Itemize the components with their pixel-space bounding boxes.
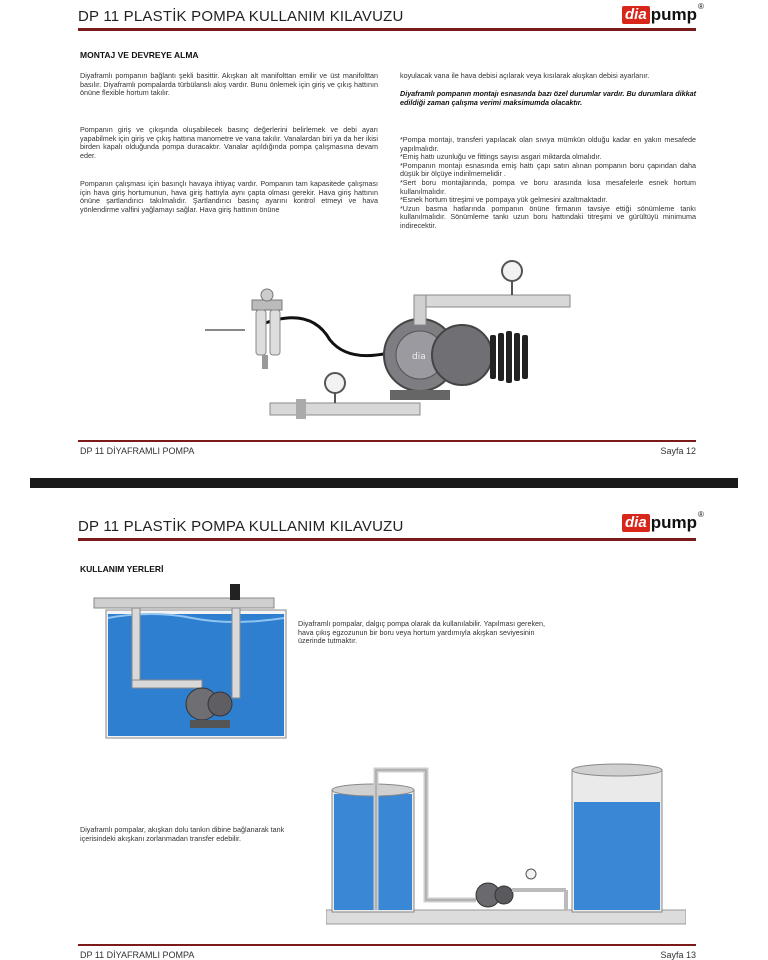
usage-text-transfer: Diyaframlı pompalar, akışkan dolu tankın dibine bağlanarak tank içerisindeki akışkanı zorlanmadan transfer edebilir. [80, 825, 285, 843]
document-title: DP 11 PLASTİK POMPA KULLANIM KILAVUZU [78, 518, 404, 535]
list-item: *Esnek hortum titreşimi ve pompaya yük gelmesini azaltmaktadır. [400, 195, 608, 205]
list-item: *Uzun basma hatlarında pompanın önüne firmanın tavsiye ettiği sönümleme tankı kullanılmalıdır. Sönümleme tankı uzun boru hattındaki titreşimi ve gürültüyü minimuma indirecektir. [400, 203, 696, 230]
list-item: *Pompa montajı, transferi yapılacak olan sıvıya mümkün olduğu kadar en yakın mesafede yapılmalıdır. [400, 135, 696, 153]
header-rule [78, 538, 696, 541]
brand-logo: dia pump ® [622, 2, 704, 24]
footer-label: DP 11 DİYAFRAMLI POMPA [80, 446, 195, 456]
list-item: *Emiş hattı uzunluğu ve fittings sayısı asgari miktarda olmalıdır. [400, 152, 602, 162]
brand-logo: dia pump ® [622, 510, 704, 532]
svg-text:dia: dia [412, 352, 426, 362]
list-item: *Pompanın montajı esnasında emiş hattı çapı satın alınan pompanın boru çapından daha düşük bir ölçüye indirilmemelidir . [400, 160, 696, 179]
page-separator [30, 478, 738, 488]
list-item: *Sert boru montajlarında, pompa ve boru arasında kısa mesafelerle esnek hortum kullanılmalıdır. [400, 177, 696, 196]
page-12 [0, 0, 768, 470]
bullet-list [400, 136, 696, 231]
paragraph: Pompanın çalışması için basınçlı havaya ihtiyaç vardır. Pompanın tam kapasitede çalışması için hava giriş hortumunun, hava giriş hattıyla aynı çapta olması gerekir. Hava giriş hattının önüne şartlandırıcı takılmalıdır. Şartlandırıcı basınç ayarını kontrol etmeyi ve hava yönlendirme valfini yağlamayı sağlar. Hava giriş hattının önüne [80, 179, 378, 214]
footer-rule [78, 944, 696, 946]
footer-label: DP 11 DİYAFRAMLI POMPA [80, 950, 195, 960]
page-number: Sayfa 13 [660, 950, 696, 960]
paragraph: koyulacak vana ile hava debisi açılarak veya kısılarak akışkan debisi ayarlanır. [400, 71, 650, 80]
paragraph: Pompanın giriş ve çıkışında oluşabilecek basınç değerlerini belirlemek ve debi ayarı yapabilmek için giriş ve çıkış hattına manometre ve vana takılır. Vanalardan biri ya da her ikisi birden kapalı olduğunda pompa duracaktır. Vanalar açıldığında pompa çalışmasına devam eder. [80, 125, 378, 160]
footer-rule [78, 440, 696, 442]
paragraph: Diyaframlı pompanın bağlantı şekli basittir. Akışkan alt manifolttan emilir ve üst manifolttan basılır. Diyaframlı pompalarda türbülanslı akış vardır. Bunu önlemek için giriş ve çıkış hattının önüne flexible hortum takılır. [80, 71, 378, 98]
section-title: KULLANIM YERLERİ [80, 564, 164, 574]
page-number: Sayfa 12 [660, 446, 696, 456]
tank-transfer-diagram [326, 750, 686, 930]
submersible-tank-diagram [92, 584, 302, 744]
page-13 [0, 488, 768, 960]
header-rule [78, 28, 696, 31]
pump-installation-diagram [200, 255, 580, 435]
usage-text-submersible: Diyaframlı pompalar, dalgıç pompa olarak da kullanılabilir. Yapılması gereken, hava çıkış egzozunun bir boru veya hortum yardımıyla akışkan seviyesinin üzerinde tutmaktır. [298, 619, 546, 646]
document-title: DP 11 PLASTİK POMPA KULLANIM KILAVUZU [78, 8, 404, 25]
warning-paragraph: Diyaframlı pompanın montajı esnasında bazı özel durumlar vardır. Bu durumlara dikkat edildiği zaman çalışma verimi maksimumda olacaktır. [400, 89, 696, 107]
section-title: MONTAJ VE DEVREYE ALMA [80, 50, 199, 60]
